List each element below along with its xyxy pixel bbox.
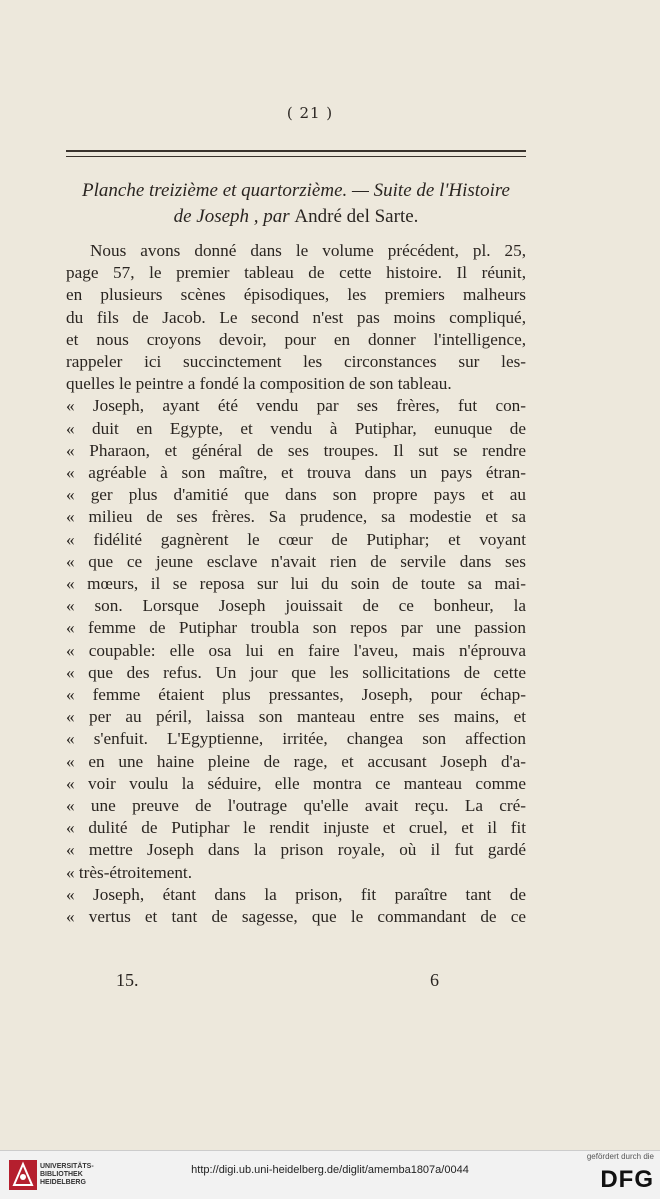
- heading-author: André del Sarte.: [294, 206, 419, 227]
- text-line: « femme de Putiphar troubla son repos par une passion: [66, 618, 526, 638]
- text-line: page 57, le premier tableau de cette histoire. Il réunit,: [66, 263, 526, 283]
- text-line: « Joseph, ayant été vendu par ses frères, fut con-: [66, 396, 526, 416]
- text-line: quelles le peintre a fondé la composition de son tableau.: [66, 374, 452, 394]
- text-line: « Pharaon, et général de ses troupes. Il sut se rendre: [66, 440, 526, 460]
- heading-line-2: [66, 204, 526, 230]
- text-line: « ger plus d'amitié que dans son propre pays et au: [66, 485, 526, 505]
- heading-line-2-prefix: de Joseph , par: [173, 206, 290, 227]
- page-number: ( 21 ): [286, 104, 334, 122]
- text-line: « en une haine pleine de rage, et accusant Joseph d'a-: [66, 751, 526, 771]
- text-line: « per au péril, laissa son manteau entre ses mains, et: [66, 707, 526, 727]
- text-line: « fidélité gagnèrent le cœur de Putiphar; et voyant: [66, 529, 526, 549]
- body-text: [66, 240, 526, 928]
- text-line: Nous avons donné dans le volume précédent, pl. 25,: [90, 241, 526, 260]
- text-line: « une preuve de l'outrage qu'elle avait reçu. La cré-: [66, 796, 526, 816]
- text-line: « duit en Egypte, et vendu à Putiphar, eunuque de: [66, 418, 526, 438]
- funded-by-label: gefördert durch die: [586, 1152, 654, 1161]
- text-line: du fils de Jacob. Le second n'est pas moins compliqué,: [66, 307, 526, 327]
- text-line: et nous croyons devoir, pour en donner l'intelligence,: [66, 329, 526, 349]
- permalink-url[interactable]: http://digi.ub.uni-heidelberg.de/diglit/amemba1807a/0044: [191, 1164, 469, 1176]
- text-line: « vertus et tant de sagesse, que le commandant de ce: [66, 907, 526, 927]
- text-line: « femme étaient plus pressantes, Joseph, pour échap-: [66, 685, 526, 705]
- library-name-line-2: BIBLIOTHEK: [40, 1171, 83, 1178]
- text-line: « très-étroitement.: [66, 862, 192, 882]
- library-name-line-3: HEIDELBERG: [40, 1179, 86, 1186]
- text-line: « son. Lorsque Joseph jouissait de ce bonheur, la: [66, 596, 526, 616]
- text-line: rappeler ici succinctement les circonstances sur les-: [66, 352, 526, 372]
- text-line: « milieu de ses frères. Sa prudence, sa modestie et sa: [66, 507, 526, 527]
- text-line: « coupable: elle osa lui en faire l'aveu, mais n'éprouva: [66, 640, 526, 660]
- signature-page-mark: 6: [430, 970, 439, 990]
- heading-line-1: Planche treizième et quartorzième. — Suite de l'Histoire: [82, 180, 510, 201]
- text-line: « dulité de Putiphar le rendit injuste et cruel, et il fit: [66, 818, 526, 838]
- signature-mark: 15.: [116, 970, 139, 990]
- text-line: « voir voulu la séduire, elle montra ce manteau comme: [66, 773, 526, 793]
- text-line: « que ce jeune esclave n'avait rien de servile dans ses: [66, 551, 526, 571]
- text-line: « Joseph, étant dans la prison, fit paraître tant de: [66, 884, 526, 904]
- text-line: « que des refus. Un jour que les sollicitations de cette: [66, 662, 526, 682]
- header-rule-thick: [66, 150, 526, 152]
- text-line: en plusieurs scènes épisodiques, les premiers malheurs: [66, 285, 526, 305]
- dfg-logo: DFG: [600, 1166, 654, 1193]
- text-line: « agréable à son maître, et trouva dans un pays étran-: [66, 463, 526, 483]
- text-line: « mœurs, il se reposa sur lui du soin de toute sa mai-: [66, 574, 526, 594]
- header-rule-thin: [66, 156, 526, 157]
- library-name-line-1: UNIVERSITÄTS-: [40, 1163, 94, 1170]
- text-line: « mettre Joseph dans la prison royale, où il fut gardé: [66, 840, 526, 860]
- text-line: « s'enfuit. L'Egyptienne, irritée, changea son affection: [66, 729, 526, 749]
- chapter-heading: [66, 178, 526, 230]
